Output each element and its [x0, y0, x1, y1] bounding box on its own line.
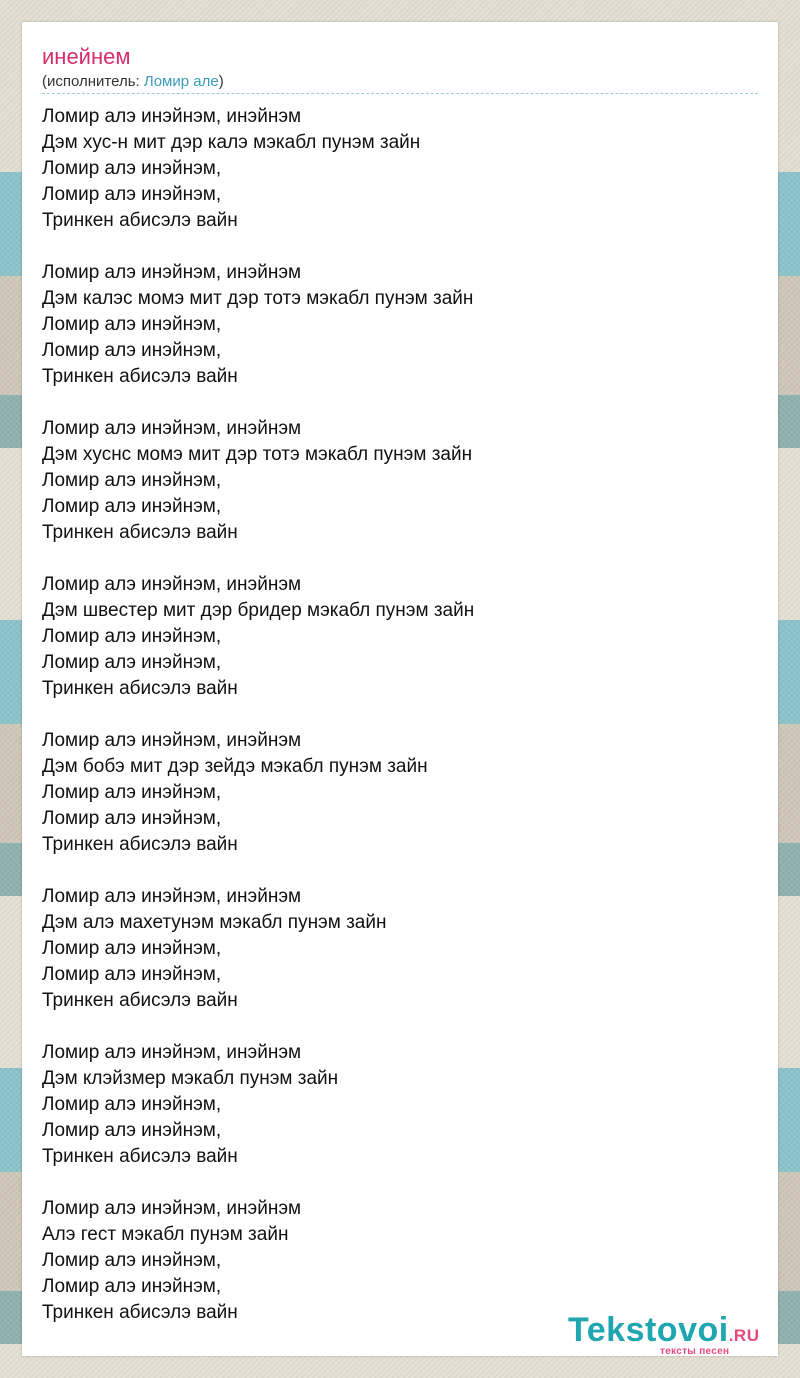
artist-suffix: ) — [218, 73, 224, 90]
lyric-line: Ломир алэ инэйнэм, — [42, 184, 222, 205]
lyric-line: Ломир алэ инэйнэм, инэйнэм — [42, 418, 302, 439]
lyrics-stanza — [42, 1196, 474, 1326]
lyric-line: Ломир алэ инэйнэм, инэйнэм — [42, 1198, 302, 1219]
lyric-line: Дэм алэ махетунэм мэкабл пунэм зайн — [42, 912, 387, 933]
lyric-line: Ломир алэ инэйнэм, инэйнэм — [42, 574, 302, 595]
lyrics-stanza — [42, 416, 474, 546]
lyrics-stanza — [42, 884, 474, 1014]
artist-line — [42, 73, 224, 91]
lyric-line: Дэм швестер мит дэр бридер мэкабл пунэм зайн — [42, 600, 475, 621]
lyric-line: Дэм хуснс момэ мит дэр тотэ мэкабл пунэм зайн — [42, 444, 473, 465]
lyrics-card — [22, 22, 778, 1356]
lyric-line: Ломир алэ инэйнэм, — [42, 782, 222, 803]
site-logo[interactable] — [568, 1311, 778, 1357]
lyric-line: Тринкен абисэлэ вайн — [42, 678, 238, 699]
lyric-line: Ломир алэ инэйнэм, — [42, 1250, 222, 1271]
lyric-line: Тринкен абисэлэ вайн — [42, 522, 238, 543]
lyric-line: Ломир алэ инэйнэм, — [42, 964, 222, 985]
lyric-line: Дэм калэс момэ мит дэр тотэ мэкабл пунэм зайн — [42, 288, 474, 309]
lyrics-stanza — [42, 728, 474, 858]
lyrics-stanza — [42, 260, 474, 390]
lyrics-text — [42, 104, 474, 1352]
artist-link[interactable]: Ломир але — [143, 73, 219, 90]
lyric-line: Ломир алэ инэйнэм, инэйнэм — [42, 262, 302, 283]
lyric-line: Тринкен абисэлэ вайн — [42, 990, 238, 1011]
logo-name: Tekstovoi — [568, 1311, 729, 1349]
lyric-line: Тринкен абисэлэ вайн — [42, 366, 238, 387]
lyrics-stanza — [42, 572, 474, 702]
lyrics-stanza — [42, 104, 474, 234]
lyric-line: Ломир алэ инэйнэм, инэйнэм — [42, 106, 302, 127]
lyric-line: Ломир алэ инэйнэм, — [42, 1276, 222, 1297]
lyric-line: Тринкен абисэлэ вайн — [42, 834, 238, 855]
lyric-line: Ломир алэ инэйнэм, — [42, 1120, 222, 1141]
lyric-line: Ломир алэ инэйнэм, — [42, 158, 222, 179]
logo-tld: .RU — [728, 1326, 760, 1345]
lyrics-stanza — [42, 1040, 474, 1170]
lyric-line: Ломир алэ инэйнэм, — [42, 938, 222, 959]
lyric-line: Ломир алэ инэйнэм, инэйнэм — [42, 1042, 302, 1063]
lyric-line: Ломир алэ инэйнэм, инэйнэм — [42, 730, 302, 751]
lyric-line: Ломир алэ инэйнэм, инэйнэм — [42, 886, 302, 907]
title-divider — [42, 93, 758, 94]
lyric-line: Тринкен абисэлэ вайн — [42, 1302, 238, 1323]
lyric-line: Ломир алэ инэйнэм, — [42, 470, 222, 491]
lyric-line: Ломир алэ инэйнэм, — [42, 626, 222, 647]
lyric-line: Ломир алэ инэйнэм, — [42, 496, 222, 517]
artist-prefix: (исполнитель: — [42, 73, 144, 90]
lyric-line: Ломир алэ инэйнэм, — [42, 340, 222, 361]
lyric-line: Алэ гест мэкабл пунэм зайн — [42, 1224, 289, 1245]
lyric-line: Тринкен абисэлэ вайн — [42, 1146, 238, 1167]
lyric-line: Дэм хус-н мит дэр калэ мэкабл пунэм зайн — [42, 132, 421, 153]
lyric-line: Дэм клэйзмер мэкабл пунэм зайн — [42, 1068, 339, 1089]
lyric-line: Тринкен абисэлэ вайн — [42, 210, 238, 231]
lyric-line: Ломир алэ инэйнэм, — [42, 652, 222, 673]
lyric-line: Ломир алэ инэйнэм, — [42, 314, 222, 335]
lyric-line: Дэм бобэ мит дэр зейдэ мэкабл пунэм зайн — [42, 756, 428, 777]
lyric-line: Ломир алэ инэйнэм, — [42, 808, 222, 829]
logo-tagline: тексты песен — [660, 1346, 730, 1357]
song-title: инейнем — [42, 44, 131, 69]
lyric-line: Ломир алэ инэйнэм, — [42, 1094, 222, 1115]
